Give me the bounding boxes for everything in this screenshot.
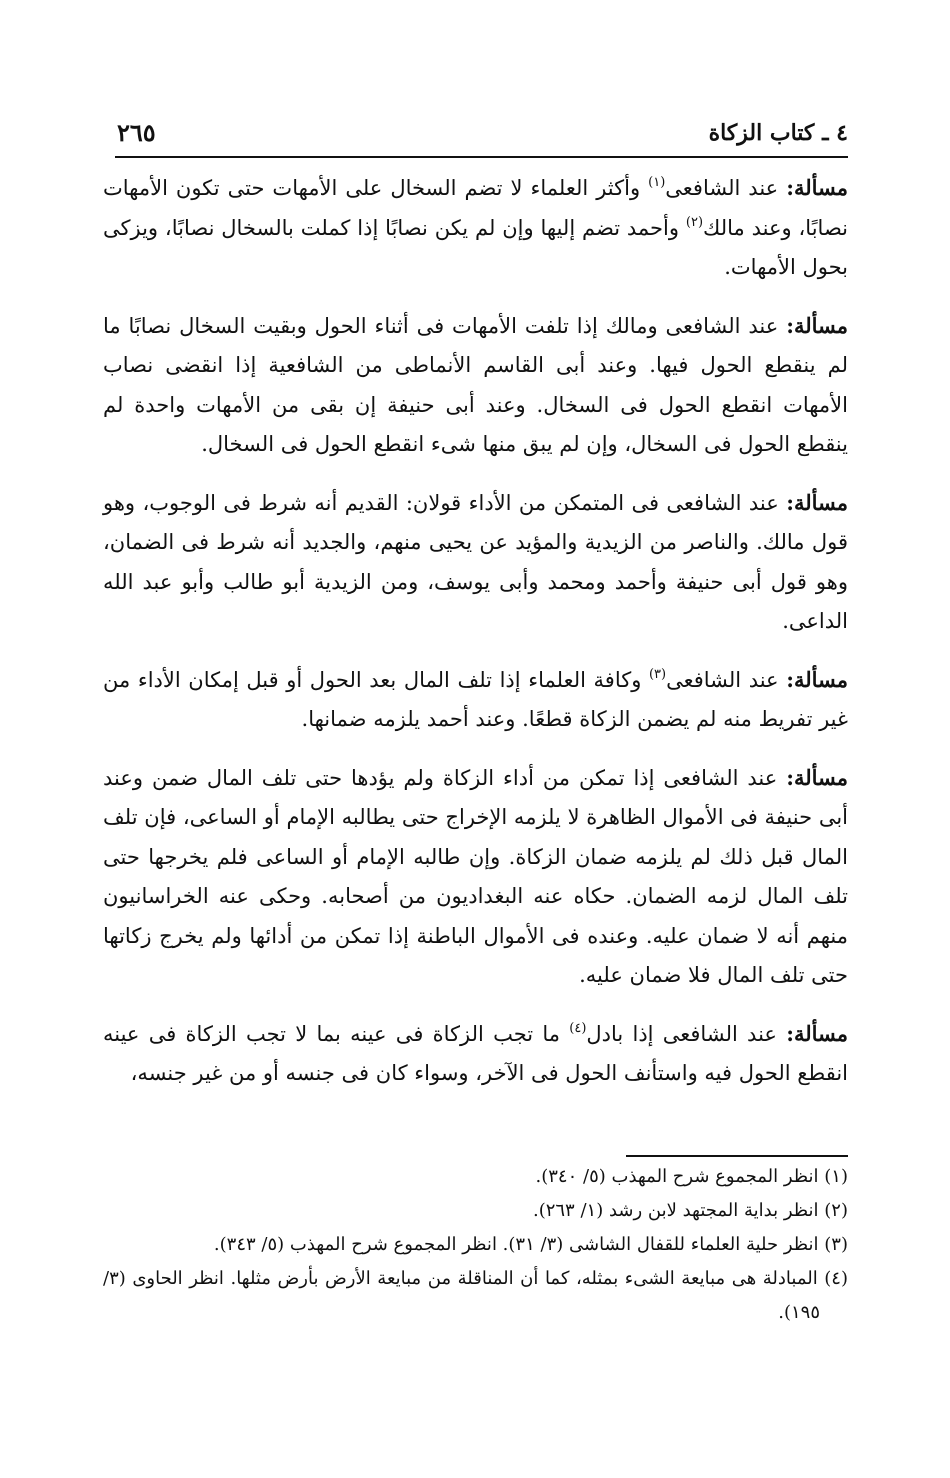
issue-text: عند الشافعى إذا تمكن من أداء الزكاة ولم يؤدها حتى تلف المال ضمن وعند أبى حنيفة فى الأموال الظاهرة لا يلزمه الإخراج حتى يطالبه الإمام أو الساعى، فإن تلف المال قبل ذلك لم يلزمه ضمان الزكاة. وإن طالبه الإمام أو الساعى فلم يخرجها حتى تلف المال لزمه الضمان. حكاه عنه البغداديون من أصحابه. وحكى عنه الخراسانيون منهم أنه لا ضمان عليه. وعنده فى الأموال الباطنة إذا تمكن من أدائها ولم يخرج زكاتها حتى تلف المال فلا ضمان عليه. <box>103 765 848 987</box>
issue-text: وكافة العلماء إذا تلف المال بعد الحول أو قبل إمكان الأداء من غير تفريط منه لم يضمن الزكاة قطعًا. وعند أحمد يلزمه ضمانها. <box>103 667 848 731</box>
footnote-ref[interactable]: (١) <box>648 175 666 190</box>
issue-paragraph <box>103 306 848 465</box>
footnote-item: (١) انظر المجموع شرح المهذب (٥/ ٣٤٠). <box>535 1166 848 1187</box>
issue-text: عند الشافعى <box>665 176 779 200</box>
issue-label: مسألة: <box>786 764 848 790</box>
issue-label: مسألة: <box>786 175 848 200</box>
footnote-item: (٢) انظر بداية المجتهد لابن رشد (١/ ٢٦٣). <box>532 1200 848 1221</box>
issue-label: مسألة: <box>786 489 849 515</box>
chapter-title: ٤ ـ كتاب الزكاة <box>708 120 848 146</box>
issue-text: عند الشافعى ومالك إذا تلفت الأمهات فى أثناء الحول وبقيت السخال نصابًا ما لم ينقطع الحول فيها. وعند أبى القاسم الأنماطى من الشافعية إذا انقضى نصاب الأمهات انقطع الحول فى السخال. وعند أبى حنيفة إن بقى من الأمهات واحدة لم ينقطع الحول فى السخال، وإن لم يبق منها شىء انقطع الحول فى السخال. <box>103 313 848 456</box>
footnote-ref[interactable]: (٢) <box>685 214 704 230</box>
main-text <box>103 168 848 1112</box>
page-header <box>115 112 848 158</box>
issue-paragraph <box>103 758 848 996</box>
issue-paragraph <box>103 168 848 288</box>
issue-paragraph <box>103 660 848 740</box>
issue-label: مسألة: <box>786 312 848 338</box>
issue-paragraph <box>103 483 848 642</box>
issue-text: وأكثر العلماء لا تضم السخال على الأمهات حتى تكون الأمهات نصابًا، وعند مالك <box>103 176 849 240</box>
page-number: ٢٦٥ <box>117 118 156 147</box>
issue-label: مسألة: <box>786 1020 848 1046</box>
issue-label: مسألة: <box>786 666 848 692</box>
issue-text: عند الشافعى <box>666 667 779 692</box>
issue-paragraph <box>103 1014 848 1094</box>
footnote-divider <box>626 1155 848 1157</box>
footnote-ref[interactable]: (٤) <box>569 1020 587 1036</box>
issue-text: عند الشافعى إذا بادل <box>586 1021 777 1046</box>
footnote-item: (٤) المبادلة هى مبايعة الشىء بمثله، كما أن المناقلة من مبايعة الأرض بأرض مثلها. انظر الحاوى (٣/ ١٩٥). <box>103 1268 848 1323</box>
footnote-ref[interactable]: (٣) <box>648 666 667 682</box>
footnote-item: (٣) انظر حلية العلماء للقفال الشاشى (٣/ ٣١). انظر المجموع شرح المهذب (٥/ ٣٤٣). <box>213 1234 848 1255</box>
issue-text: عند الشافعى فى المتمكن من الأداء قولان: القديم أنه شرط فى الوجوب، وهو قول مالك. والناصر من الزيدية والمؤيد عن يحيى منهم، والجديد أنه شرط فى الضمان، وهو قول أبى حنيفة وأحمد ومحمد وأبى يوسف، ومن الزيدية أبو طالب وأبو عبد الله الداعى. <box>103 490 848 633</box>
issue-text: وأحمد تضم إليها وإن لم يكن نصابًا إذا كملت بالسخال نصابًا، ويزكى بحول الأمهات. <box>103 215 848 279</box>
issue-text: ما تجب الزكاة فى عينه بما لا تجب الزكاة فى عينه انقطع الحول فيه واستأنف الحول فى الآخر، وسواء كان فى جنسه أو من غير جنسه، <box>103 1021 848 1085</box>
footnotes <box>103 1160 848 1330</box>
